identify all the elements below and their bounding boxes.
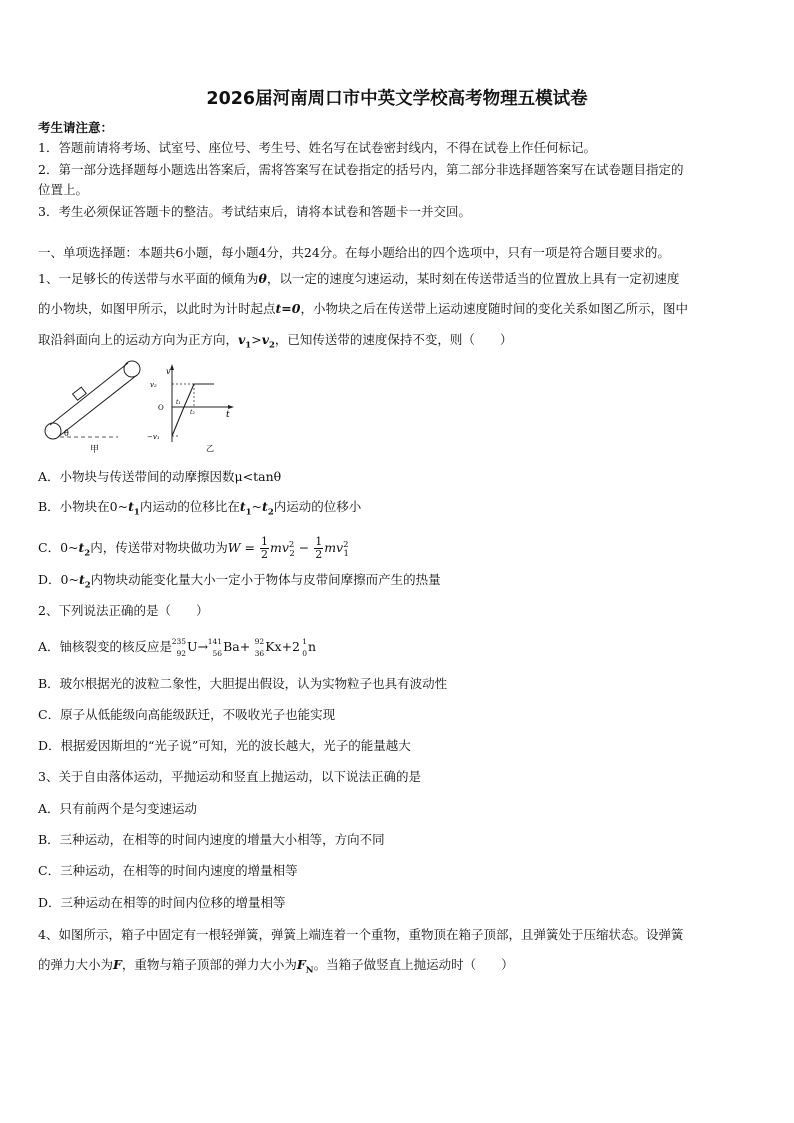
notice-item-2-cont: 位置上。: [38, 182, 89, 197]
t2-label: t₂: [190, 409, 195, 416]
exam-title: 2026届河南周口市中英文学校高考物理五模试卷: [206, 89, 588, 109]
conveyor-belt-figure: [38, 358, 148, 458]
t1-label: t₁: [176, 399, 181, 406]
q4-stem-line-2: 的弹力大小为F，重物与箱子顶部的弹力大小为$F_N$。当箱子做竖直上抛运动时（ ）: [38, 957, 514, 976]
q2-option-a: A．铀核裂变的核反应是 235 92 U→ 141 56 Ba+ 92 36 Kx+2 1 0 n: [38, 636, 317, 658]
v-axis-label: v: [166, 367, 171, 376]
neutron-nuclide: 1 0: [302, 636, 308, 658]
q3-option-b: B．三种运动，在相等的时间内速度的增量大小相等，方向不同: [38, 832, 385, 847]
q1-stem-line-2: 的小物块，如图甲所示，以此时为计时起点t=0，小物块之后在传送带上运动速度随时间的变化关系如图乙所示，图中: [38, 301, 688, 316]
t-axis-arrow: [228, 405, 234, 409]
q2-option-c: C．原子从低能级向高能级跃迁，不吸收光子也能实现: [38, 707, 336, 722]
figure-yi-label: 乙: [206, 444, 214, 453]
bottom-pulley: [45, 423, 61, 439]
q1-option-b: B．小物块在$0\sim t_1$内运动的位移比在$t_1\sim t_2$内运动的位移小: [38, 499, 362, 518]
t-axis-label: t: [226, 410, 230, 420]
v2-label: v₂: [150, 381, 157, 389]
notice-item-3: 3．考生必须保证答题卡的整洁。考试结束后，请将本试卷和答题卡一并交回。: [38, 204, 471, 219]
section-heading: 一、单项选择题：本题共6小题，每小题4分，共24分。在每小题给出的四个选项中，只有一项是符合题目要求的。: [38, 245, 670, 260]
belt-top: [50, 363, 128, 425]
barium-nuclide: 141 56: [207, 636, 223, 658]
q1-stem-line-3: 取沿斜面向上的运动方向为正方向，$v_1>v_2$，已知传送带的速度保持不变，则（ ）: [38, 332, 513, 351]
q3-option-a: A．只有前两个是匀变速运动: [38, 801, 198, 816]
q2-option-b: B．玻尔根据光的波粒二象性，大胆提出假设，认为实物粒子也具有波动性: [38, 676, 448, 691]
q2-stem: 2、下列说法正确的是（ ）: [38, 603, 209, 618]
q1-stem-line-1: 1、一足够长的传送带与水平面的倾角为θ，以一定的速度匀速运动，某时刻在传送带适当的位置放上具有一定初速度: [38, 271, 680, 286]
origin-label: O: [158, 404, 164, 412]
q1-option-c: C．$0\sim t_2$内，传送带对物块做功为W = $\frac{1}{2}$ $mv^2_2$ − $\frac{1}{2}$ $mv^2_1$: [38, 535, 349, 562]
figure-jia-label: 甲: [90, 445, 100, 455]
q4-stem-line-1: 4、如图所示，箱子中固定有一根轻弹簧，弹簧上端连着一个重物，重物顶在箱子顶部，且弹簧处于压缩状态。设弹簧: [38, 927, 684, 942]
fraction-half-a: $\frac{1}{2}$: [261, 535, 268, 562]
krypton-nuclide: 92 36: [254, 636, 265, 658]
fraction-half-b: $\frac{1}{2}$: [315, 535, 323, 562]
top-pulley: [124, 361, 140, 377]
belt-bottom: [58, 375, 137, 437]
angle-label: θ: [64, 429, 69, 438]
q3-option-d: D．三种运动在相等的时间内位移的增量相等: [38, 895, 286, 910]
q3-stem: 3、关于自由落体运动，平抛运动和竖直上抛运动，以下说法正确的是: [38, 769, 421, 784]
q1-option-a: A．小物块与传送带间的动摩擦因数μ<tanθ: [38, 469, 282, 484]
notice-heading: 考生请注意：: [38, 120, 114, 135]
v-axis-arrow: [170, 364, 174, 370]
q3-option-c: C．三种运动，在相等的时间内速度的增量相等: [38, 863, 298, 878]
vt-graph: [144, 362, 240, 458]
q2-option-d: D．根据爱因斯坦的“光子说”可知，光的波长越大，光子的能量越大: [38, 738, 411, 753]
notice-item-1: 1．答题前请将考场、试室号、座位号、考生号、姓名写在试卷密封线内，不得在试卷上作任何标记。: [38, 140, 596, 155]
uranium-nuclide: 235 92: [171, 636, 187, 658]
notice-item-2: 2．第一部分选择题每小题选出答案后，需将答案写在试卷指定的括号内，第二部分非选择题答案写在试卷题目指定的: [38, 162, 684, 177]
neg-v1-label: −v₁: [147, 433, 160, 441]
q1-option-d: D．$0\sim t_2$内物块动能变化量大小一定小于物体与皮带间摩擦而产生的热量: [38, 572, 441, 591]
